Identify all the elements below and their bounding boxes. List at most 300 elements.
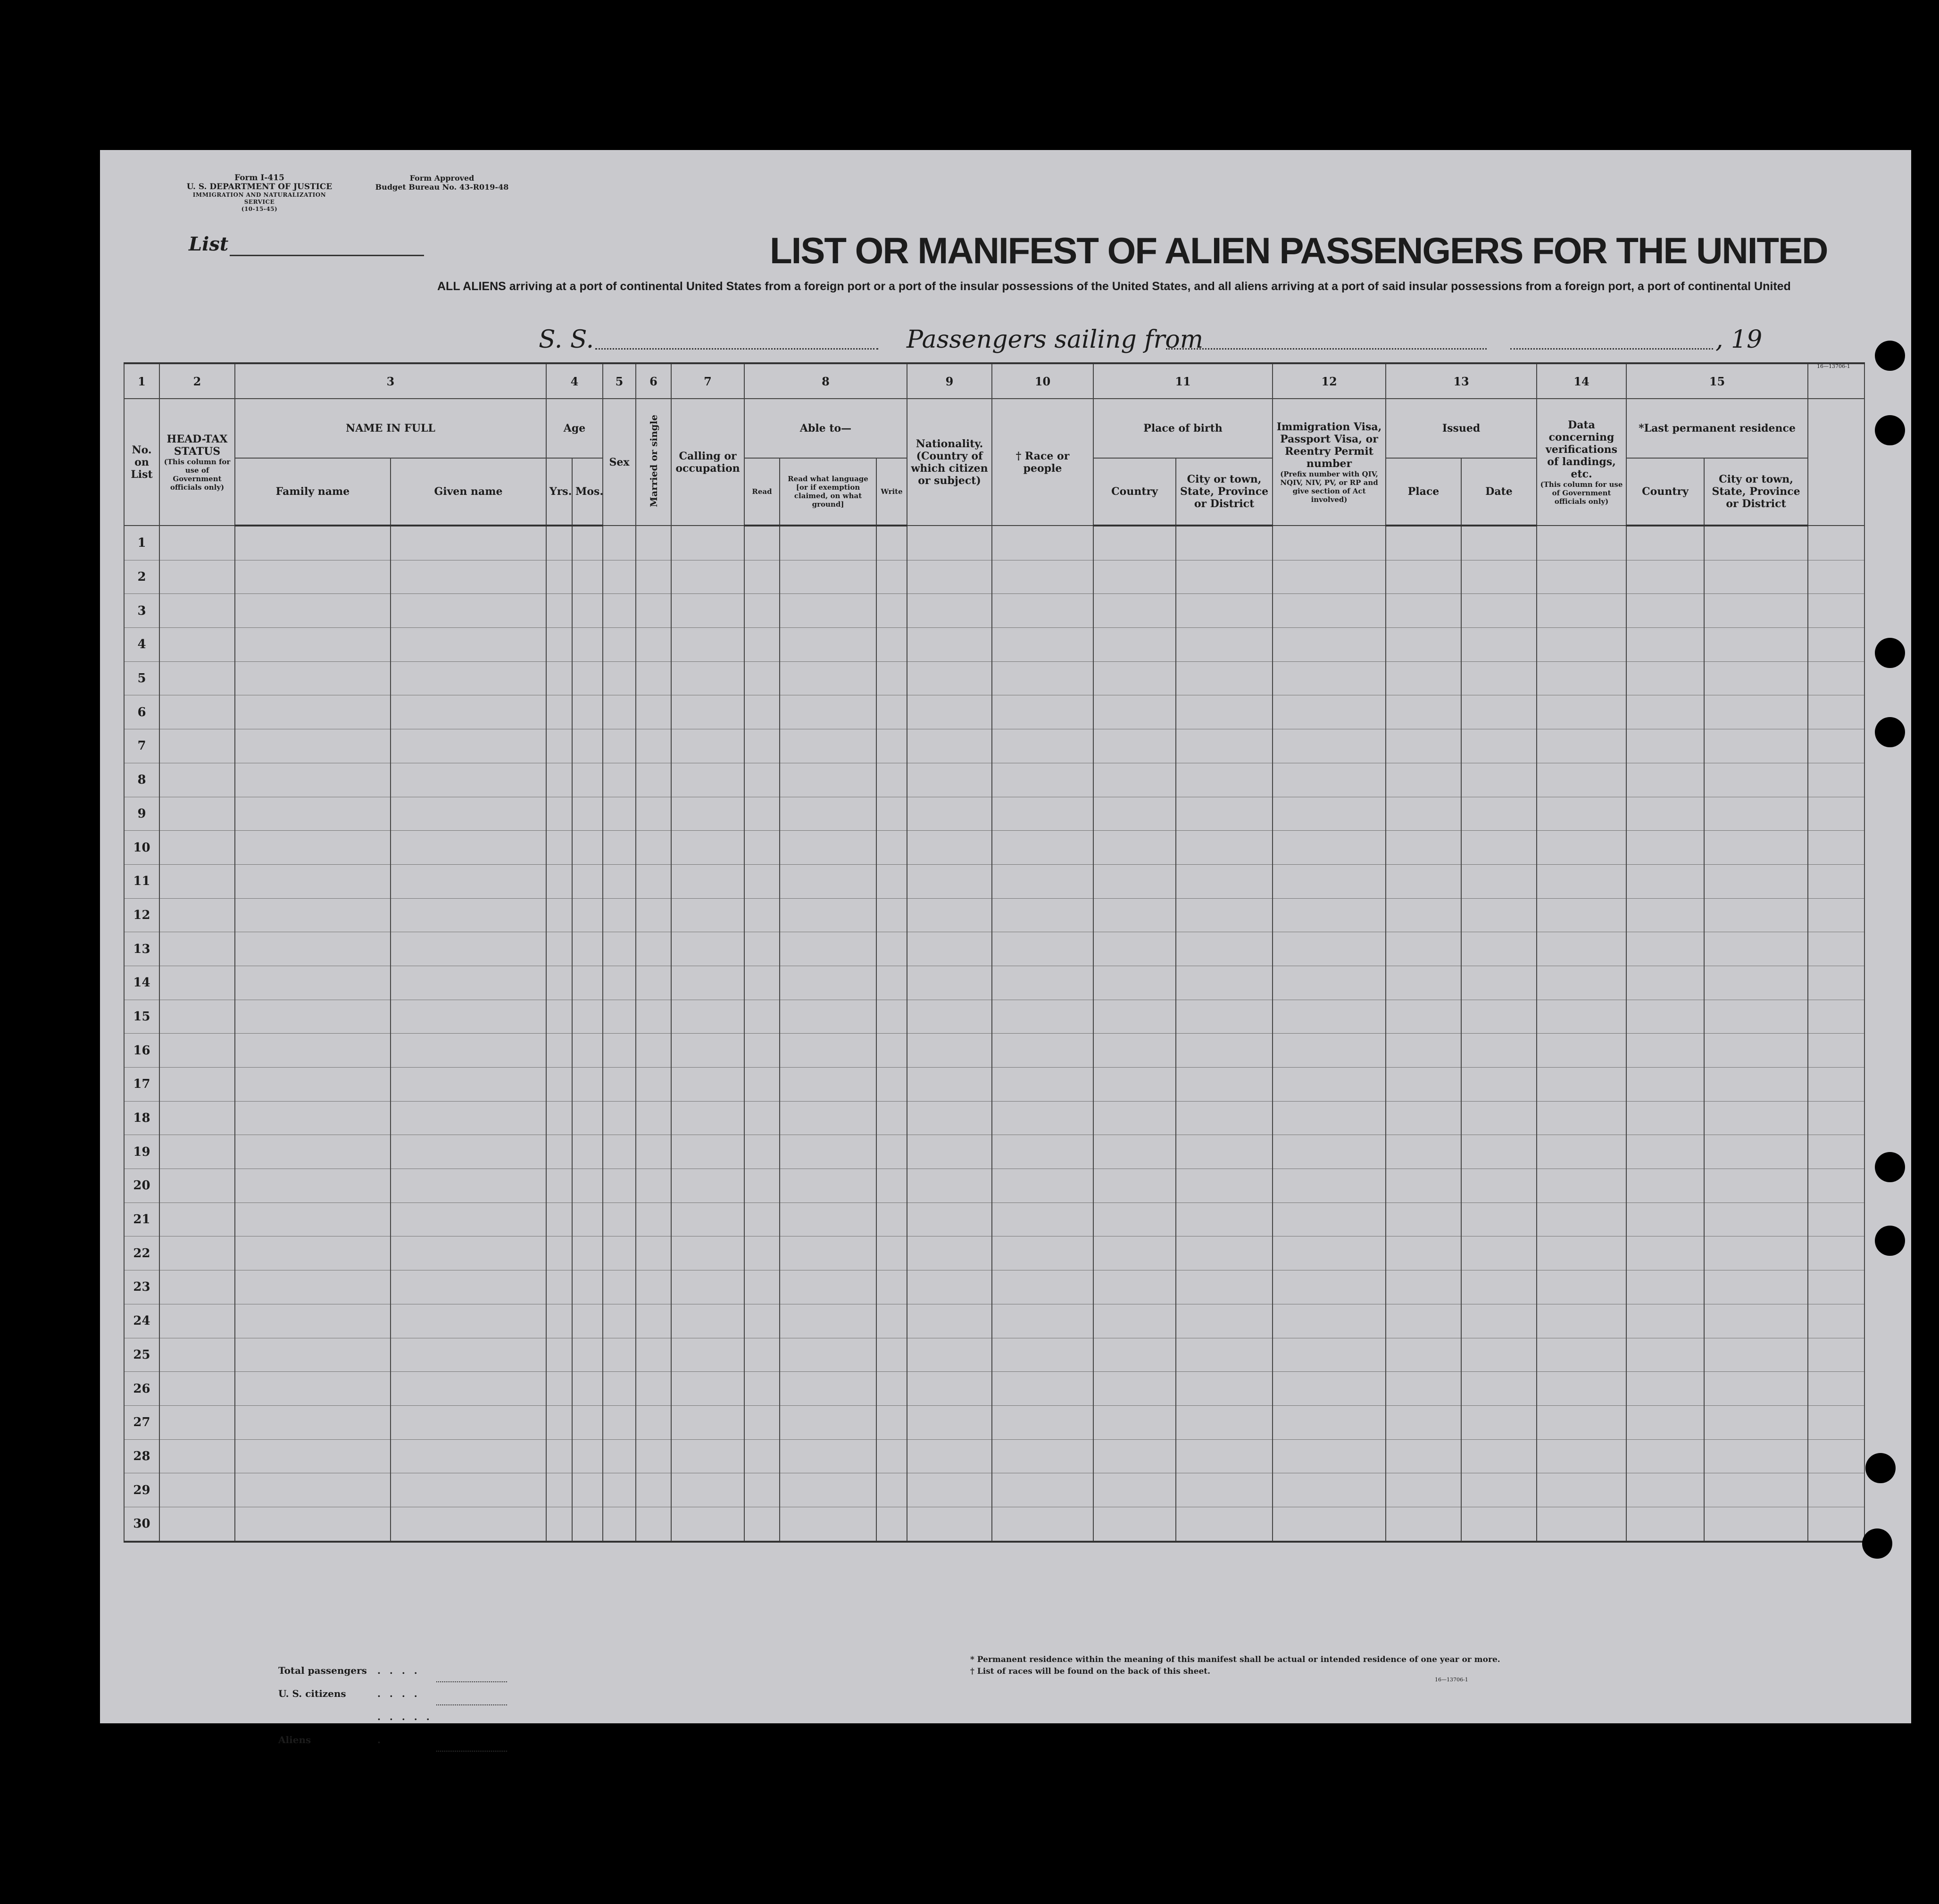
table-cell[interactable]: [1704, 661, 1808, 695]
table-cell[interactable]: [1626, 1473, 1704, 1507]
table-cell[interactable]: [1273, 898, 1386, 932]
table-cell[interactable]: [603, 864, 636, 898]
table-cell[interactable]: [636, 966, 671, 1000]
table-cell[interactable]: [235, 1203, 391, 1236]
table-cell[interactable]: [1626, 864, 1704, 898]
table-cell[interactable]: [159, 729, 235, 763]
table-cell[interactable]: [636, 1135, 671, 1169]
table-cell[interactable]: [1386, 1135, 1461, 1169]
table-cell[interactable]: [992, 763, 1093, 797]
table-cell[interactable]: [780, 1101, 876, 1135]
table-cell[interactable]: [1537, 729, 1626, 763]
table-cell[interactable]: [992, 560, 1093, 594]
table-cell[interactable]: [876, 966, 907, 1000]
table-cell[interactable]: [159, 1338, 235, 1372]
table-cell[interactable]: [907, 1169, 992, 1203]
table-cell[interactable]: [1626, 526, 1704, 560]
table-cell[interactable]: [1461, 898, 1537, 932]
table-cell[interactable]: [235, 1270, 391, 1304]
table-cell[interactable]: [159, 1304, 235, 1338]
table-cell[interactable]: [671, 1270, 744, 1304]
table-cell[interactable]: [1808, 1169, 1864, 1203]
table-cell[interactable]: [744, 1068, 780, 1102]
table-cell[interactable]: [1808, 1270, 1864, 1304]
table-cell[interactable]: [159, 695, 235, 729]
table-cell[interactable]: [1808, 1372, 1864, 1406]
table-cell[interactable]: [780, 1304, 876, 1338]
table-cell[interactable]: [744, 526, 780, 560]
table-cell[interactable]: [235, 966, 391, 1000]
table-cell[interactable]: [780, 628, 876, 662]
table-cell[interactable]: [780, 898, 876, 932]
table-cell[interactable]: [992, 932, 1093, 966]
table-cell[interactable]: [1537, 1270, 1626, 1304]
table-cell[interactable]: [1093, 864, 1176, 898]
table-cell[interactable]: [1386, 695, 1461, 729]
table-cell[interactable]: [603, 1405, 636, 1439]
table-cell[interactable]: [1626, 966, 1704, 1000]
table-cell[interactable]: [907, 1304, 992, 1338]
table-cell[interactable]: [1461, 1507, 1537, 1541]
table-cell[interactable]: [235, 1000, 391, 1034]
table-cell[interactable]: [391, 628, 546, 662]
table-cell[interactable]: [992, 628, 1093, 662]
table-cell[interactable]: [546, 1372, 572, 1406]
table-cell[interactable]: [1273, 1372, 1386, 1406]
table-cell[interactable]: [1704, 797, 1808, 831]
table-cell[interactable]: [235, 560, 391, 594]
ship-name-field[interactable]: [595, 348, 878, 350]
table-cell[interactable]: [1273, 628, 1386, 662]
table-cell[interactable]: [992, 1507, 1093, 1541]
table-cell[interactable]: [1461, 695, 1537, 729]
table-cell[interactable]: [1808, 898, 1864, 932]
table-cell[interactable]: [907, 864, 992, 898]
table-cell[interactable]: [907, 1338, 992, 1372]
table-cell[interactable]: [546, 594, 572, 628]
table-cell[interactable]: [780, 1270, 876, 1304]
table-cell[interactable]: [546, 797, 572, 831]
table-cell[interactable]: [1704, 864, 1808, 898]
table-cell[interactable]: [1537, 1439, 1626, 1473]
table-cell[interactable]: [391, 1473, 546, 1507]
table-cell[interactable]: [1626, 1135, 1704, 1169]
table-cell[interactable]: [780, 1034, 876, 1068]
table-cell[interactable]: [992, 1034, 1093, 1068]
table-cell[interactable]: [572, 1338, 603, 1372]
table-cell[interactable]: [1626, 1270, 1704, 1304]
table-cell[interactable]: [1093, 526, 1176, 560]
table-cell[interactable]: [1537, 1473, 1626, 1507]
table-cell[interactable]: [671, 1236, 744, 1270]
table-cell[interactable]: [780, 1473, 876, 1507]
table-cell[interactable]: [780, 864, 876, 898]
table-cell[interactable]: [1626, 1068, 1704, 1102]
table-cell[interactable]: [1461, 1439, 1537, 1473]
table-cell[interactable]: [235, 864, 391, 898]
table-cell[interactable]: [876, 1507, 907, 1541]
table-cell[interactable]: [1176, 560, 1273, 594]
table-cell[interactable]: [1273, 594, 1386, 628]
table-cell[interactable]: [1537, 1203, 1626, 1236]
table-cell[interactable]: [1704, 1203, 1808, 1236]
table-cell[interactable]: [1461, 1068, 1537, 1102]
table-cell[interactable]: [1537, 763, 1626, 797]
table-cell[interactable]: [992, 1473, 1093, 1507]
table-cell[interactable]: [1093, 932, 1176, 966]
table-cell[interactable]: [1093, 1473, 1176, 1507]
table-cell[interactable]: [636, 628, 671, 662]
table-cell[interactable]: [992, 1068, 1093, 1102]
table-cell[interactable]: [992, 1101, 1093, 1135]
table-cell[interactable]: [780, 695, 876, 729]
table-cell[interactable]: [780, 729, 876, 763]
table-cell[interactable]: [1093, 1135, 1176, 1169]
table-cell[interactable]: [1808, 526, 1864, 560]
table-cell[interactable]: [992, 1338, 1093, 1372]
table-cell[interactable]: [780, 1068, 876, 1102]
table-cell[interactable]: [1808, 1135, 1864, 1169]
table-cell[interactable]: [546, 1034, 572, 1068]
table-cell[interactable]: [546, 966, 572, 1000]
table-cell[interactable]: [876, 763, 907, 797]
table-cell[interactable]: [1386, 1000, 1461, 1034]
table-cell[interactable]: [391, 1338, 546, 1372]
table-cell[interactable]: [744, 560, 780, 594]
table-cell[interactable]: [546, 661, 572, 695]
table-cell[interactable]: [1808, 594, 1864, 628]
table-cell[interactable]: [1093, 831, 1176, 865]
table-cell[interactable]: [1537, 1507, 1626, 1541]
table-cell[interactable]: [744, 628, 780, 662]
table-cell[interactable]: [1537, 1405, 1626, 1439]
table-cell[interactable]: [1386, 1169, 1461, 1203]
table-cell[interactable]: [391, 966, 546, 1000]
table-cell[interactable]: [1386, 831, 1461, 865]
table-cell[interactable]: [572, 1101, 603, 1135]
table-cell[interactable]: [391, 1169, 546, 1203]
table-cell[interactable]: [1093, 1439, 1176, 1473]
table-cell[interactable]: [907, 1507, 992, 1541]
table-cell[interactable]: [391, 763, 546, 797]
table-cell[interactable]: [636, 1068, 671, 1102]
table-cell[interactable]: [992, 1304, 1093, 1338]
table-cell[interactable]: [1626, 560, 1704, 594]
table-cell[interactable]: [159, 1000, 235, 1034]
table-cell[interactable]: [1093, 966, 1176, 1000]
table-cell[interactable]: [1093, 797, 1176, 831]
table-cell[interactable]: [780, 1169, 876, 1203]
table-cell[interactable]: [907, 695, 992, 729]
table-cell[interactable]: [780, 1135, 876, 1169]
table-cell[interactable]: [636, 932, 671, 966]
table-cell[interactable]: [907, 1101, 992, 1135]
table-cell[interactable]: [907, 1270, 992, 1304]
table-cell[interactable]: [572, 628, 603, 662]
table-cell[interactable]: [1461, 1236, 1537, 1270]
table-cell[interactable]: [1461, 1270, 1537, 1304]
table-cell[interactable]: [992, 831, 1093, 865]
table-cell[interactable]: [636, 864, 671, 898]
table-cell[interactable]: [1461, 1304, 1537, 1338]
table-cell[interactable]: [1626, 594, 1704, 628]
table-cell[interactable]: [1537, 695, 1626, 729]
table-cell[interactable]: [876, 797, 907, 831]
table-cell[interactable]: [235, 729, 391, 763]
table-cell[interactable]: [1626, 1304, 1704, 1338]
table-cell[interactable]: [159, 898, 235, 932]
table-cell[interactable]: [1176, 864, 1273, 898]
table-cell[interactable]: [1704, 1304, 1808, 1338]
table-cell[interactable]: [636, 1203, 671, 1236]
table-cell[interactable]: [1461, 831, 1537, 865]
table-cell[interactable]: [1093, 1034, 1176, 1068]
table-cell[interactable]: [744, 729, 780, 763]
table-cell[interactable]: [546, 1439, 572, 1473]
table-cell[interactable]: [992, 1372, 1093, 1406]
table-cell[interactable]: [391, 594, 546, 628]
table-cell[interactable]: [1704, 1068, 1808, 1102]
table-cell[interactable]: [159, 1473, 235, 1507]
table-cell[interactable]: [1537, 1236, 1626, 1270]
table-cell[interactable]: [1176, 763, 1273, 797]
table-cell[interactable]: [1176, 1270, 1273, 1304]
table-cell[interactable]: [744, 1034, 780, 1068]
table-cell[interactable]: [572, 864, 603, 898]
table-cell[interactable]: [780, 797, 876, 831]
table-cell[interactable]: [1273, 1507, 1386, 1541]
table-cell[interactable]: [603, 1068, 636, 1102]
table-cell[interactable]: [572, 1000, 603, 1034]
table-cell[interactable]: [1704, 1169, 1808, 1203]
table-cell[interactable]: [744, 1473, 780, 1507]
table-cell[interactable]: [572, 1405, 603, 1439]
table-cell[interactable]: [1808, 763, 1864, 797]
table-cell[interactable]: [744, 1169, 780, 1203]
table-cell[interactable]: [744, 1236, 780, 1270]
table-cell[interactable]: [780, 966, 876, 1000]
aliens-field[interactable]: [436, 1737, 507, 1752]
table-cell[interactable]: [572, 1439, 603, 1473]
table-cell[interactable]: [671, 594, 744, 628]
table-cell[interactable]: [159, 560, 235, 594]
table-cell[interactable]: [992, 1135, 1093, 1169]
table-cell[interactable]: [992, 1405, 1093, 1439]
table-cell[interactable]: [391, 932, 546, 966]
table-cell[interactable]: [159, 864, 235, 898]
table-cell[interactable]: [1704, 1236, 1808, 1270]
table-cell[interactable]: [391, 1405, 546, 1439]
table-cell[interactable]: [636, 763, 671, 797]
table-cell[interactable]: [1704, 695, 1808, 729]
table-cell[interactable]: [1537, 1372, 1626, 1406]
table-cell[interactable]: [1273, 1473, 1386, 1507]
table-cell[interactable]: [546, 1270, 572, 1304]
table-cell[interactable]: [671, 1068, 744, 1102]
table-cell[interactable]: [1537, 1034, 1626, 1068]
table-cell[interactable]: [1273, 661, 1386, 695]
table-cell[interactable]: [780, 932, 876, 966]
table-cell[interactable]: [1626, 797, 1704, 831]
table-cell[interactable]: [391, 1068, 546, 1102]
table-cell[interactable]: [603, 1439, 636, 1473]
table-cell[interactable]: [876, 594, 907, 628]
table-cell[interactable]: [1461, 1135, 1537, 1169]
table-cell[interactable]: [159, 1034, 235, 1068]
table-cell[interactable]: [1537, 628, 1626, 662]
table-cell[interactable]: [1093, 628, 1176, 662]
table-cell[interactable]: [1704, 763, 1808, 797]
table-cell[interactable]: [1808, 797, 1864, 831]
table-cell[interactable]: [876, 661, 907, 695]
table-cell[interactable]: [572, 1507, 603, 1541]
table-cell[interactable]: [391, 1507, 546, 1541]
table-cell[interactable]: [1461, 1473, 1537, 1507]
table-cell[interactable]: [671, 628, 744, 662]
table-cell[interactable]: [603, 661, 636, 695]
table-cell[interactable]: [876, 1439, 907, 1473]
table-cell[interactable]: [907, 526, 992, 560]
table-cell[interactable]: [1537, 1101, 1626, 1135]
table-cell[interactable]: [636, 1507, 671, 1541]
table-cell[interactable]: [603, 1338, 636, 1372]
table-cell[interactable]: [1537, 1169, 1626, 1203]
table-cell[interactable]: [876, 729, 907, 763]
table-cell[interactable]: [546, 1236, 572, 1270]
table-cell[interactable]: [876, 1135, 907, 1169]
table-cell[interactable]: [744, 1338, 780, 1372]
table-cell[interactable]: [159, 1405, 235, 1439]
table-cell[interactable]: [1093, 1068, 1176, 1102]
table-cell[interactable]: [1808, 1236, 1864, 1270]
table-cell[interactable]: [636, 661, 671, 695]
table-cell[interactable]: [1704, 1101, 1808, 1135]
table-cell[interactable]: [1704, 898, 1808, 932]
table-cell[interactable]: [603, 594, 636, 628]
table-cell[interactable]: [159, 526, 235, 560]
table-cell[interactable]: [572, 1203, 603, 1236]
table-cell[interactable]: [744, 797, 780, 831]
table-cell[interactable]: [1808, 1507, 1864, 1541]
table-cell[interactable]: [546, 1473, 572, 1507]
table-cell[interactable]: [1808, 1203, 1864, 1236]
table-cell[interactable]: [1093, 695, 1176, 729]
table-cell[interactable]: [572, 526, 603, 560]
table-cell[interactable]: [636, 1101, 671, 1135]
table-cell[interactable]: [1704, 1270, 1808, 1304]
table-cell[interactable]: [1704, 594, 1808, 628]
table-cell[interactable]: [546, 1068, 572, 1102]
table-cell[interactable]: [780, 594, 876, 628]
table-cell[interactable]: [1704, 1439, 1808, 1473]
table-cell[interactable]: [1273, 1034, 1386, 1068]
table-cell[interactable]: [1626, 1101, 1704, 1135]
table-cell[interactable]: [1273, 560, 1386, 594]
table-cell[interactable]: [391, 797, 546, 831]
table-cell[interactable]: [572, 1372, 603, 1406]
table-cell[interactable]: [1537, 932, 1626, 966]
table-cell[interactable]: [1093, 594, 1176, 628]
table-cell[interactable]: [907, 594, 992, 628]
table-cell[interactable]: [1704, 1135, 1808, 1169]
table-cell[interactable]: [1461, 1372, 1537, 1406]
table-cell[interactable]: [546, 526, 572, 560]
table-cell[interactable]: [546, 1101, 572, 1135]
table-cell[interactable]: [744, 898, 780, 932]
table-cell[interactable]: [671, 1338, 744, 1372]
table-cell[interactable]: [636, 1034, 671, 1068]
table-cell[interactable]: [1273, 1236, 1386, 1270]
table-cell[interactable]: [1386, 1304, 1461, 1338]
table-cell[interactable]: [744, 1405, 780, 1439]
table-cell[interactable]: [744, 966, 780, 1000]
table-cell[interactable]: [159, 594, 235, 628]
table-cell[interactable]: [1386, 1473, 1461, 1507]
table-cell[interactable]: [636, 898, 671, 932]
table-cell[interactable]: [1176, 932, 1273, 966]
table-cell[interactable]: [391, 864, 546, 898]
table-cell[interactable]: [876, 932, 907, 966]
table-cell[interactable]: [572, 763, 603, 797]
table-cell[interactable]: [907, 831, 992, 865]
table-cell[interactable]: [603, 966, 636, 1000]
table-cell[interactable]: [1176, 1405, 1273, 1439]
table-cell[interactable]: [391, 1270, 546, 1304]
table-cell[interactable]: [1093, 1304, 1176, 1338]
table-cell[interactable]: [1273, 831, 1386, 865]
table-cell[interactable]: [603, 1507, 636, 1541]
table-cell[interactable]: [1176, 1000, 1273, 1034]
table-cell[interactable]: [1386, 864, 1461, 898]
table-cell[interactable]: [636, 831, 671, 865]
table-cell[interactable]: [159, 763, 235, 797]
table-cell[interactable]: [1386, 966, 1461, 1000]
table-cell[interactable]: [876, 1270, 907, 1304]
table-cell[interactable]: [744, 594, 780, 628]
table-cell[interactable]: [1093, 898, 1176, 932]
table-cell[interactable]: [744, 661, 780, 695]
table-cell[interactable]: [546, 898, 572, 932]
table-cell[interactable]: [907, 661, 992, 695]
table-cell[interactable]: [636, 729, 671, 763]
table-cell[interactable]: [1386, 526, 1461, 560]
table-cell[interactable]: [159, 797, 235, 831]
table-cell[interactable]: [1273, 1169, 1386, 1203]
table-cell[interactable]: [876, 1034, 907, 1068]
table-cell[interactable]: [603, 1169, 636, 1203]
table-cell[interactable]: [1176, 1372, 1273, 1406]
table-cell[interactable]: [235, 797, 391, 831]
table-cell[interactable]: [1808, 932, 1864, 966]
table-cell[interactable]: [1176, 1203, 1273, 1236]
table-cell[interactable]: [572, 898, 603, 932]
table-cell[interactable]: [1273, 1068, 1386, 1102]
table-cell[interactable]: [1176, 1473, 1273, 1507]
table-cell[interactable]: [1176, 695, 1273, 729]
table-cell[interactable]: [671, 1169, 744, 1203]
table-cell[interactable]: [1176, 1169, 1273, 1203]
table-cell[interactable]: [671, 1203, 744, 1236]
table-cell[interactable]: [159, 1135, 235, 1169]
table-cell[interactable]: [572, 1304, 603, 1338]
table-cell[interactable]: [235, 1372, 391, 1406]
table-cell[interactable]: [1626, 1169, 1704, 1203]
table-cell[interactable]: [1093, 560, 1176, 594]
table-cell[interactable]: [1093, 1338, 1176, 1372]
table-cell[interactable]: [1386, 1405, 1461, 1439]
table-cell[interactable]: [603, 1135, 636, 1169]
table-cell[interactable]: [671, 1304, 744, 1338]
